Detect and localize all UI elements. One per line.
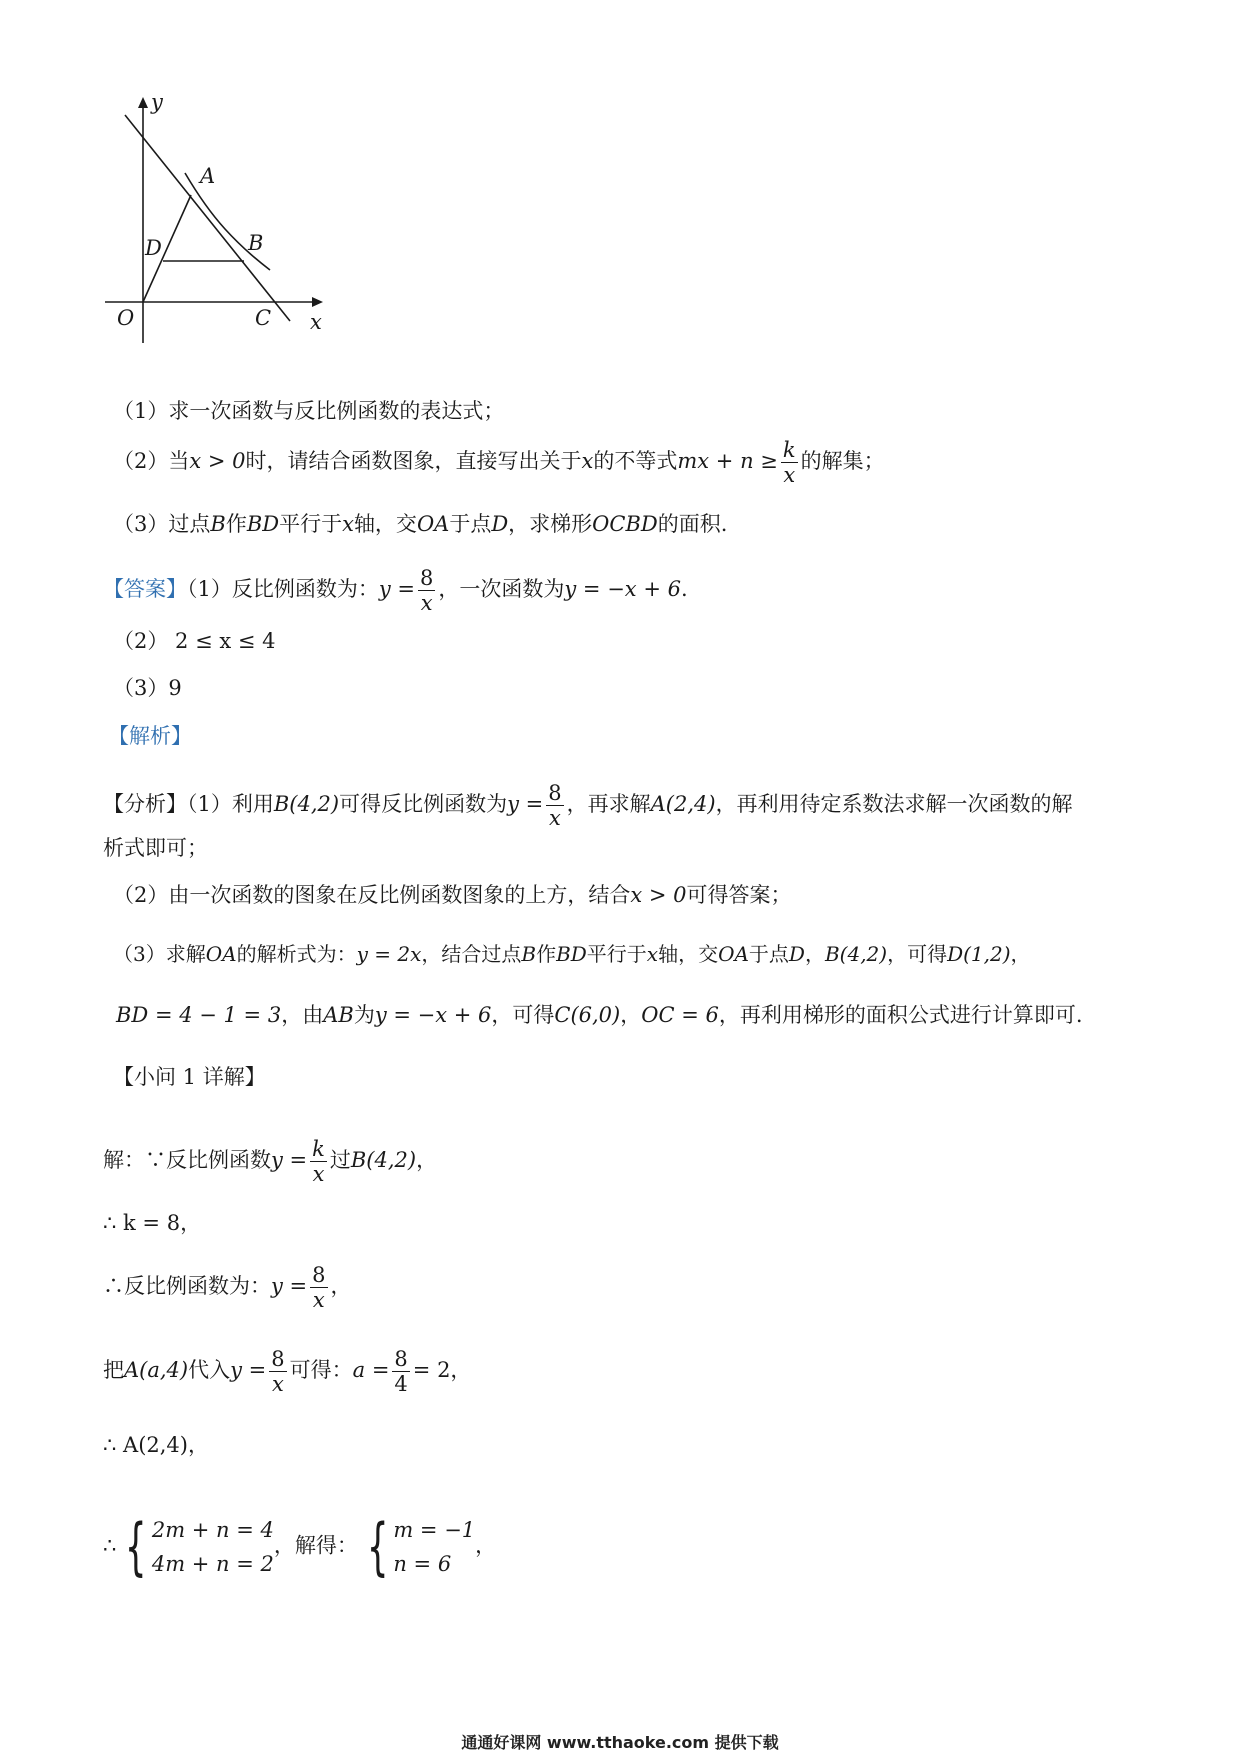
q3-math: BD <box>246 512 280 536</box>
solution-5: ∴ A(2,4)， <box>103 1433 209 1457</box>
fraction-8-over-x <box>418 566 435 615</box>
equation-row: n = 6 <box>393 1552 452 1576</box>
q3-math: OCBD <box>592 512 658 536</box>
denominator: x <box>783 463 796 487</box>
x-axis-arrow <box>312 297 323 307</box>
analysis-text: ， <box>804 942 825 966</box>
analysis-math: B <box>521 942 537 966</box>
numerator: 8 <box>271 1347 285 1371</box>
analysis-text: ，可得 <box>491 1003 555 1027</box>
analysis-tag-text: 【解析】 <box>108 724 192 748</box>
equation-system <box>116 1510 274 1583</box>
q3-math: B <box>210 512 226 536</box>
q2-part: 的不等式 <box>593 449 678 473</box>
solution-text: 把 <box>103 1358 124 1382</box>
solution-6 <box>103 1510 497 1583</box>
analysis-text: 为 <box>353 1003 375 1027</box>
numerator: 8 <box>548 781 562 805</box>
answer-text: . <box>680 577 688 601</box>
solution-math: B(4,2) <box>350 1148 417 1172</box>
analysis-text: ，再利用待定系数法求解一次函数的解 <box>715 792 1073 816</box>
fraction-8-over-4 <box>392 1347 409 1396</box>
analysis-text: 可得答案； <box>686 883 792 907</box>
analysis-math: y = −x + 6 <box>374 1003 492 1027</box>
label-x: x <box>310 310 322 334</box>
analysis-text: 轴，交 <box>658 942 719 966</box>
numerator: k <box>782 438 796 462</box>
analysis-math: BD <box>556 942 587 966</box>
fraction-k-over-x <box>781 438 798 487</box>
line-ab <box>125 115 290 321</box>
q3-part: 平行于 <box>279 512 343 536</box>
label-d: D <box>145 236 162 260</box>
equation-row: 2m + n = 4 <box>151 1518 274 1542</box>
system-rows <box>393 1513 475 1581</box>
footer-watermark: 通通好课网 www.tthaoke.com 提供下载 <box>461 1733 779 1752</box>
q3-part: 作 <box>225 512 247 536</box>
solution-text: 代入 <box>188 1358 231 1382</box>
analysis-math: B(4,2) <box>273 792 340 816</box>
q3-math: x <box>342 512 354 536</box>
left-brace: { <box>366 1510 389 1583</box>
analysis-math: OA <box>205 942 237 966</box>
analysis-math: D(1,2) <box>947 942 1011 966</box>
numerator: 8 <box>312 1263 326 1287</box>
analysis-math: y = <box>507 792 544 816</box>
numerator: 8 <box>420 566 434 590</box>
function-graph-figure <box>105 95 365 385</box>
system-rows <box>152 1513 274 1581</box>
answer-2: （2） 2 ≤ x ≤ 4 <box>113 629 276 653</box>
label-o: O <box>117 306 135 330</box>
q3-part: 轴，交 <box>353 512 417 536</box>
solution-text: 过 <box>329 1148 351 1172</box>
solution-text: ∴ <box>103 1533 117 1558</box>
hyperbola-curve <box>185 173 270 270</box>
solution-text: ， <box>475 1533 497 1558</box>
analysis-text: ，再求解 <box>566 792 651 816</box>
analysis-math: OA <box>718 942 749 966</box>
analysis-text: 【分析】（1）利用 <box>103 792 274 816</box>
solution-text: ， <box>416 1148 438 1172</box>
solution-3 <box>103 1263 352 1312</box>
solution-4 <box>103 1347 471 1396</box>
analysis-text: ， <box>620 1003 642 1027</box>
analysis-text: 于点 <box>748 942 789 966</box>
analysis-math: x <box>646 942 659 966</box>
solution-text: ， <box>330 1274 352 1298</box>
answer-text: ，一次函数为 <box>438 577 565 601</box>
analysis-math: B(4,2) <box>824 942 888 966</box>
label-c: C <box>255 306 272 330</box>
solution-math: a = <box>352 1358 390 1382</box>
q3-part: 于点 <box>449 512 492 536</box>
q2-part: 的解集； <box>800 449 885 473</box>
denominator: x <box>312 1288 325 1312</box>
answer-1 <box>103 566 688 615</box>
solution-math: A(a,4) <box>124 1358 189 1382</box>
analysis-math: A(2,4) <box>650 792 716 816</box>
q3-part: ，求梯形 <box>508 512 593 536</box>
q2-cond: x > 0 <box>189 449 246 473</box>
solution-math: y = <box>230 1358 267 1382</box>
denominator: x <box>312 1162 325 1186</box>
analysis-math: BD = 4 − 1 = 3 <box>116 1003 282 1027</box>
numerator: k <box>312 1137 325 1161</box>
solution-text: 解：∵反比例函数 <box>103 1148 271 1172</box>
q2-part: （2）当 <box>113 449 190 473</box>
label-a: A <box>200 164 216 188</box>
equation-row: 4m + n = 2 <box>151 1552 274 1576</box>
denominator: x <box>549 806 561 830</box>
q2-var: x <box>581 449 594 473</box>
answer-tag: 【答案】 <box>103 577 187 601</box>
analysis-2 <box>113 881 792 909</box>
analysis-text: ，可得 <box>887 942 948 966</box>
analysis-3 <box>113 940 1031 968</box>
analysis-text: 平行于 <box>586 942 647 966</box>
denominator: x <box>420 591 433 615</box>
analysis-math: AB <box>323 1003 354 1027</box>
solution-1 <box>103 1137 437 1186</box>
label-b: B <box>248 231 264 255</box>
analysis-tag <box>108 722 192 750</box>
y-axis-arrow <box>138 97 148 108</box>
fraction-8-over-x <box>546 781 563 830</box>
left-brace: { <box>125 1510 147 1583</box>
q2-part: 时，请结合函数图象，直接写出关于 <box>245 449 582 473</box>
q3-part: （3）过点 <box>113 512 211 536</box>
fraction-8-over-x <box>310 1263 327 1312</box>
answer-3: （3）9 <box>113 676 182 700</box>
analysis-text: ，再利用梯形的面积公式进行计算即可. <box>718 1003 1083 1027</box>
solution-text: ，解得： <box>273 1533 358 1558</box>
question-2 <box>113 438 885 487</box>
analysis-4 <box>116 1001 1083 1029</box>
analysis-1-cont: 析式即可； <box>103 836 208 860</box>
analysis-1 <box>103 781 1073 830</box>
solution-system <box>358 1510 476 1583</box>
q2-inequality: mx + n ≥ <box>677 449 778 473</box>
analysis-math: C(6,0) <box>554 1003 621 1027</box>
label-y: y <box>151 95 163 114</box>
q3-part: 的面积. <box>657 512 728 536</box>
question-3 <box>113 510 727 538</box>
analysis-text: ，由 <box>281 1003 324 1027</box>
numerator: 8 <box>394 1347 408 1371</box>
question-1: （1）求一次函数与反比例函数的表达式； <box>113 399 505 423</box>
analysis-math: D <box>788 942 805 966</box>
equation-row: m = −1 <box>393 1518 476 1542</box>
solution-tag: 【小问 1 详解】 <box>113 1065 266 1089</box>
solution-text: = 2， <box>412 1358 472 1382</box>
solution-text: 可得： <box>289 1358 353 1382</box>
solution-math: y = <box>271 1274 308 1298</box>
solution-math: y = <box>271 1148 308 1172</box>
denominator: 4 <box>394 1372 408 1396</box>
analysis-text: ，结合过点 <box>421 942 522 966</box>
analysis-math: OC = 6 <box>641 1003 719 1027</box>
solution-2: ∴ k = 8， <box>103 1211 202 1235</box>
analysis-text: ， <box>1010 942 1031 966</box>
answer-text: （1）反比例函数为： <box>187 577 379 601</box>
denominator: x <box>272 1372 284 1396</box>
q3-math: D <box>491 512 509 536</box>
solution-text: ∴反比例函数为： <box>103 1274 271 1298</box>
analysis-text: 的解析式为： <box>236 942 357 966</box>
answer-math: y = −x + 6 <box>564 577 681 601</box>
analysis-text: 可得反比例函数为 <box>339 792 508 816</box>
fraction-8-over-x <box>269 1347 286 1396</box>
analysis-text: 作 <box>536 942 557 966</box>
fraction-k-over-x <box>310 1137 327 1186</box>
analysis-math: y = 2x <box>356 942 422 966</box>
analysis-text: （3）求解 <box>113 942 206 966</box>
q3-math: OA <box>416 512 450 536</box>
analysis-text: （2）由一次函数的图象在反比例函数图象的上方，结合 <box>113 883 631 907</box>
answer-math: y = <box>378 577 416 601</box>
analysis-math: x > 0 <box>630 883 687 907</box>
